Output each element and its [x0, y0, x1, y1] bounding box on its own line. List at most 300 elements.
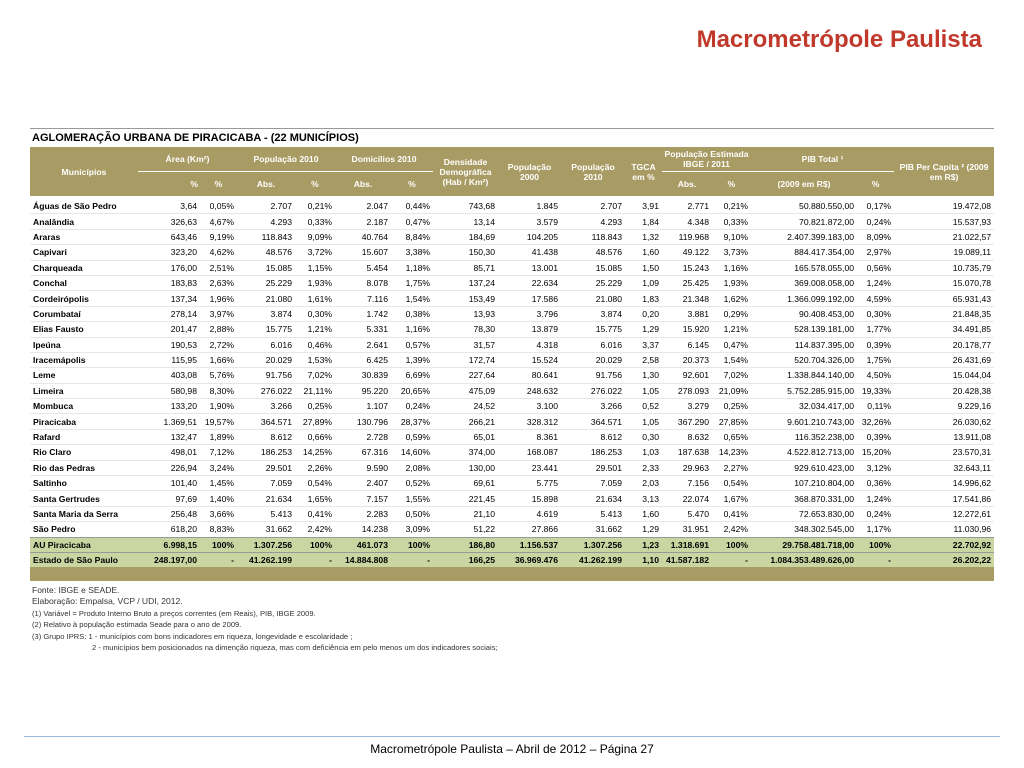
cell-est-pct: 0,33%	[723, 216, 749, 227]
cell-dens: 227,64	[468, 370, 495, 381]
cell-pib-pct: 2,97%	[866, 247, 892, 258]
table-totals	[30, 537, 994, 567]
cell-name: Ipeúna	[33, 339, 61, 350]
cell-p2000: 22.634	[531, 278, 558, 289]
cell-pop-abs: 91.756	[265, 370, 292, 381]
table-header	[30, 147, 994, 196]
cell-area: 248.197,00	[138, 552, 200, 567]
cell-dom-pct: 0,59%	[405, 432, 430, 443]
cell-p2010: 1.307.256	[561, 537, 625, 552]
cell-pc: 14.996,62	[952, 478, 992, 489]
cell-pc: 10.735,79	[952, 262, 992, 273]
note-3b: 2 - municípios bem posicionados na dimenção riqueza, mas com deficiência em pelo menos um dos indicadores sociais;	[92, 643, 498, 653]
cell-pib-pct: 0,24%	[866, 216, 892, 227]
cell-pib-pct: 0,17%	[866, 201, 892, 212]
cell-pc: 26.030,62	[952, 416, 992, 427]
totals-row	[30, 537, 994, 552]
cell-pop-pct: 0,41%	[307, 509, 332, 519]
cell-dom-pct: 0,24%	[405, 401, 430, 412]
cell-pop-abs: 3.266	[270, 401, 292, 412]
cell-p2010: 3.266	[600, 401, 622, 412]
cell-est-abs: 7.156	[687, 478, 709, 489]
cell-area-pct: 1,45%	[209, 478, 234, 489]
table-row	[30, 352, 994, 367]
header-dom-pct: %	[391, 172, 433, 197]
table-row	[30, 337, 994, 352]
cell-area: 256,48	[170, 509, 197, 519]
cell-p2000: 4.318	[536, 339, 558, 350]
cell-pop-abs: 29.501	[265, 462, 292, 473]
cell-area-pct: 8,30%	[209, 385, 234, 396]
cell-pop-pct: 21,11%	[303, 385, 332, 396]
cell-dom-pct: 20,65%	[400, 385, 430, 396]
table-row	[30, 445, 994, 460]
cell-est-pct: 0,29%	[723, 308, 749, 319]
header-pib-per-capita: PIB Per Capita ² (2009 em R$)	[894, 147, 994, 196]
cell-tgca: 1,30	[642, 370, 659, 381]
cell-pop-pct: 100%	[295, 537, 335, 552]
cell-p2010: 29.501	[595, 462, 622, 473]
cell-pc: 19.472,08	[952, 201, 992, 212]
cell-pop-pct: 1,93%	[307, 278, 332, 289]
cell-tgca: 0,20	[642, 308, 659, 319]
table-row	[30, 214, 994, 229]
cell-name: São Pedro	[33, 524, 76, 535]
cell-pc: 65.931,43	[952, 293, 992, 304]
cell-p2010: 3.874	[600, 308, 622, 319]
cell-area-pct: 0,05%	[209, 201, 234, 212]
cell-area: 226,94	[170, 462, 197, 473]
cell-pop-abs: 4.293	[270, 216, 292, 227]
cell-est-abs: 29.963	[682, 462, 709, 473]
cell-dens: 24,52	[473, 401, 495, 412]
table-row	[30, 245, 994, 260]
cell-dom-pct: 0,47%	[405, 216, 430, 227]
cell-pib: 4.522.812.713,00	[787, 447, 855, 458]
cell-pop-pct: 14,25%	[302, 447, 332, 458]
cell-p2000: 17.586	[531, 293, 558, 304]
header-municipios: Municípios	[30, 147, 138, 196]
cell-pc: 17.541,86	[952, 493, 992, 504]
cell-p2010: 276.022	[590, 385, 622, 396]
cell-p2010: 364.571	[590, 416, 622, 427]
table-title: AGLOMERAÇÃO URBANA DE PIRACICABA - (22 MUNICÍPIOS)	[30, 128, 994, 147]
cell-pop-abs: 15.085	[265, 262, 292, 273]
cell-p2000: 4.619	[536, 509, 558, 519]
cell-est-abs: 25.425	[682, 278, 709, 289]
cell-p2000: 13.001	[531, 262, 558, 273]
cell-pib: 929.610.423,00	[794, 462, 855, 473]
cell-tgca: 3,13	[642, 493, 659, 504]
cell-dens: 475,09	[468, 385, 495, 396]
cell-pop-abs: 7.059	[270, 478, 292, 489]
cell-pop-abs: 364.571	[260, 416, 292, 427]
cell-pc: 12.272,61	[952, 509, 992, 519]
cell-pib-pct: 1,24%	[866, 493, 892, 504]
note-fonte: Fonte: IBGE e SEADE.	[32, 584, 120, 595]
cell-est-pct: 7,02%	[723, 370, 749, 381]
cell-pop-abs: 20.029	[265, 355, 292, 366]
header-area-pct-2: %	[200, 172, 237, 197]
cell-pc: 32.643,11	[953, 462, 992, 473]
cell-area: 326,63	[170, 216, 197, 227]
header-area: Área (Km²)	[138, 147, 237, 172]
cell-dom-abs: 30.839	[361, 370, 388, 381]
cell-p2000: 15.898	[531, 493, 558, 504]
cell-tgca: 2,03	[642, 478, 659, 489]
cell-dom-abs: 67.316	[361, 447, 388, 458]
header-densidade: Densidade Demográfica (Hab / Km²)	[433, 147, 498, 196]
note-elaboracao: Elaboração: Empalsa, VCP / UDI, 2012.	[32, 596, 183, 607]
note-3: (3) Grupo IPRS: 1 - municípios com bons indicadores em riqueza, longevidade e escolaridade ;	[32, 631, 353, 641]
cell-pop-abs: 48.576	[265, 247, 292, 258]
cell-name: Leme	[33, 370, 56, 381]
cell-pop-pct: 2,42%	[307, 524, 332, 535]
cell-dom-abs: 14.884.808	[335, 552, 391, 567]
cell-p2000: 15.524	[531, 355, 558, 366]
cell-p2000: 328.312	[526, 416, 558, 427]
cell-dens: 51,22	[473, 524, 495, 535]
cell-p2000: 104.205	[526, 231, 558, 242]
cell-pc: 19.089,11	[953, 247, 992, 258]
cell-area-pct: -	[200, 552, 237, 567]
cell-pop-pct: 1,61%	[307, 293, 332, 304]
cell-pop-abs: 6.016	[270, 339, 292, 350]
cell-dom-pct: 0,52%	[405, 478, 430, 489]
cell-name: Cordeirópolis	[33, 293, 89, 304]
header-domicilios: Domicílios 2010	[335, 147, 433, 172]
cell-pib: 50.880.550,00	[799, 201, 855, 212]
cell-pib: 348.302.545,00	[794, 524, 855, 535]
cell-est-abs: 278.093	[677, 385, 709, 396]
cell-dom-pct: 28,37%	[400, 416, 430, 427]
cell-est-pct: 0,25%	[723, 401, 749, 412]
cell-p2000: 168.087	[526, 447, 558, 458]
table-row	[30, 399, 994, 414]
cell-dom-pct: 0,50%	[405, 509, 430, 519]
cell-area: 6.998,15	[138, 537, 200, 552]
cell-p2000: 1.845	[536, 201, 558, 212]
cell-pop-abs: 31.662	[265, 524, 292, 535]
cell-area: 643,46	[170, 231, 197, 242]
cell-pib-pct: 15,20%	[861, 447, 892, 458]
cell-area: 176,00	[170, 262, 197, 273]
footer-divider	[24, 736, 1000, 737]
table-bottom-bar	[30, 567, 994, 581]
cell-pib: 114.837.395,00	[794, 339, 855, 350]
cell-est-pct: 0,21%	[723, 201, 749, 212]
header-est-abs: Abs.	[662, 172, 712, 197]
cell-name: Elias Fausto	[33, 324, 84, 335]
cell-pib: 72.653.830,00	[799, 509, 855, 519]
cell-pop-abs: 21.634	[265, 493, 292, 504]
cell-area-pct: 1,96%	[209, 293, 234, 304]
cell-name: Analândia	[33, 216, 75, 227]
data-table-container	[30, 128, 994, 654]
cell-name: Rio Claro	[33, 447, 72, 458]
cell-est-abs: 3.279	[687, 401, 709, 412]
cell-est-abs: 1.318.691	[662, 537, 712, 552]
cell-tgca: 2,58	[642, 355, 659, 366]
cell-pc: 21.022,57	[952, 231, 992, 242]
cell-dom-abs: 5.454	[366, 262, 388, 273]
cell-tgca: 0,52	[642, 401, 659, 412]
cell-pib-pct: 1,77%	[866, 324, 892, 335]
table-row	[30, 322, 994, 337]
cell-p2010: 21.080	[595, 293, 622, 304]
cell-dens: 150,30	[468, 247, 495, 258]
cell-area: 133,20	[170, 401, 197, 412]
header-est-pct: %	[712, 172, 751, 197]
cell-p2000: 8.361	[536, 432, 558, 443]
header-pop2010: População 2010	[237, 147, 335, 172]
cell-dom-pct: 8,84%	[405, 231, 430, 242]
header-pop2010b: População 2010	[561, 147, 625, 196]
cell-dom-pct: 2,08%	[405, 462, 430, 473]
cell-dom-abs: 1.742	[366, 308, 388, 319]
cell-dens: 31,57	[473, 339, 495, 350]
cell-name: Mombuca	[33, 401, 74, 412]
cell-dom-abs: 1.107	[366, 401, 388, 412]
cell-dom-pct: 0,38%	[405, 308, 430, 319]
cell-dom-abs: 5.331	[366, 324, 388, 335]
cell-dom-pct: 3,38%	[405, 247, 430, 258]
table-row	[30, 260, 994, 275]
cell-p2000: 36.969.476	[498, 552, 561, 567]
cell-est-abs: 15.243	[682, 262, 709, 273]
header-pop-estimada: População Estimada IBGE / 2011	[662, 147, 751, 172]
cell-dens: 85,71	[473, 262, 495, 273]
cell-area-pct: 1,66%	[209, 355, 234, 366]
cell-dens: 172,74	[468, 355, 495, 366]
cell-est-abs: 5.470	[687, 509, 709, 519]
cell-p2010: 4.293	[600, 216, 622, 227]
cell-pib: 368.870.331,00	[794, 493, 855, 504]
table-row	[30, 491, 994, 506]
cell-pib-pct: 0,39%	[866, 432, 892, 443]
cell-est-pct: 1,93%	[723, 278, 749, 289]
cell-pib-pct: 1,17%	[866, 524, 892, 535]
cell-pop-pct: 0,21%	[307, 201, 332, 212]
cell-tgca: 1,05	[642, 416, 659, 427]
cell-est-abs: 41.587.182	[662, 552, 712, 567]
header-pop2000: População 2000	[498, 147, 561, 196]
cell-pib: 116.352.238,00	[794, 432, 855, 443]
cell-dom-abs: 7.116	[367, 293, 388, 304]
cell-tgca: 1,10	[625, 552, 662, 567]
cell-est-pct: 1,21%	[723, 324, 749, 335]
cell-dom-abs: 14.238	[361, 524, 388, 535]
cell-area: 132,47	[170, 432, 197, 443]
cell-est-pct: 0,65%	[723, 432, 749, 443]
cell-dens: 184,69	[468, 231, 495, 242]
cell-pib: 1.366.099.192,00	[787, 293, 855, 304]
cell-pib: 884.417.354,00	[794, 247, 855, 258]
cell-est-abs: 2.771	[687, 201, 709, 212]
cell-est-abs: 6.145	[687, 339, 709, 350]
cell-name: AU Piracicaba	[30, 537, 138, 552]
cell-pib-pct: 0,24%	[866, 509, 892, 519]
cell-est-abs: 3.881	[687, 308, 709, 319]
cell-pib-pct: 4,50%	[866, 370, 892, 381]
cell-dom-abs: 2.283	[366, 509, 388, 519]
cell-pop-pct: 0,25%	[307, 401, 332, 412]
cell-pop-abs: 21.080	[265, 293, 292, 304]
cell-dens: 137,24	[468, 278, 495, 289]
cell-pib: 528.139.181,00	[794, 324, 855, 335]
cell-dom-pct: 3,09%	[405, 524, 430, 535]
cell-est-abs: 92.601	[682, 370, 709, 381]
cell-dens: 266,21	[468, 416, 495, 427]
cell-dom-pct: 1,39%	[405, 355, 430, 366]
cell-dens: 65,01	[473, 432, 495, 443]
cell-est-pct: 3,73%	[723, 247, 749, 258]
cell-pib-pct: 0,39%	[866, 339, 892, 350]
cell-pc: 15.537,93	[952, 216, 992, 227]
cell-pib-pct: 1,75%	[866, 355, 892, 366]
header-area-pct: %	[138, 172, 200, 197]
cell-p2010: 7.059	[600, 478, 622, 489]
table-notes	[30, 585, 994, 654]
cell-dom-pct: 1,75%	[405, 278, 430, 289]
cell-pop-pct: 1,53%	[307, 355, 332, 366]
cell-dom-pct: 14,60%	[400, 447, 430, 458]
cell-name: Araras	[33, 231, 61, 242]
cell-pc: 23.570,31	[952, 447, 992, 458]
cell-dens: 21,10	[473, 509, 495, 519]
cell-pib-pct: 0,36%	[866, 478, 892, 489]
cell-pib-pct: 100%	[857, 537, 894, 552]
cell-est-abs: 20.373	[682, 355, 709, 366]
cell-name: Águas de São Pedro	[33, 201, 117, 212]
cell-pib-pct: 0,56%	[866, 262, 892, 273]
header-dom-abs: Abs.	[335, 172, 391, 197]
cell-pop-abs: 15.775	[265, 324, 292, 335]
cell-area: 618,20	[170, 524, 197, 535]
cell-pib-pct: 8,09%	[866, 231, 892, 242]
cell-est-abs: 49.122	[682, 247, 709, 258]
cell-pib-pct: 4,59%	[866, 293, 892, 304]
cell-dens: 374,00	[468, 447, 495, 458]
cell-dom-pct: 1,18%	[405, 262, 430, 273]
cell-est-pct: 0,47%	[723, 339, 749, 350]
cell-tgca: 1,83	[642, 293, 659, 304]
cell-pib-pct: 0,30%	[866, 308, 892, 319]
cell-pib: 2.407.399.183,00	[787, 231, 855, 242]
cell-area-pct: 3,24%	[209, 462, 234, 473]
cell-pc: 20.178,77	[952, 339, 992, 350]
cell-est-pct: 1,54%	[723, 355, 749, 366]
cell-tgca: 1,29	[642, 324, 659, 335]
cell-pop-pct: 3,72%	[307, 247, 332, 258]
data-table	[30, 147, 994, 567]
cell-est-abs: 22.074	[682, 493, 709, 504]
header-pib-2009: (2009 em R$)	[751, 172, 857, 197]
cell-tgca: 3,37	[642, 339, 659, 350]
cell-p2010: 5.413	[600, 509, 622, 519]
cell-name: Capivari	[33, 247, 67, 258]
cell-p2000: 13.879	[531, 324, 558, 335]
cell-p2010: 15.775	[595, 324, 622, 335]
cell-name: Rio das Pedras	[33, 462, 96, 473]
cell-pop-pct: 0,54%	[307, 478, 332, 489]
cell-name: Rafard	[33, 432, 61, 443]
cell-dom-abs: 95.220	[361, 385, 388, 396]
cell-dom-pct: 1,54%	[405, 293, 430, 304]
cell-est-abs: 4.348	[687, 216, 709, 227]
cell-area: 137,34	[170, 293, 197, 304]
cell-est-pct: 9,10%	[723, 231, 749, 242]
cell-pop-abs: 186.253	[260, 447, 292, 458]
cell-tgca: 1,60	[642, 247, 659, 258]
cell-area: 3,64	[180, 201, 197, 212]
cell-area: 190,53	[170, 339, 197, 350]
cell-pib: 29.758.481.718,00	[751, 537, 857, 552]
cell-dom-abs: 2.187	[366, 216, 388, 227]
cell-name: Santa Gertrudes	[33, 493, 100, 504]
cell-p2010: 20.029	[595, 355, 622, 366]
cell-est-pct: 1,16%	[723, 262, 749, 273]
cell-dom-abs: 8.078	[366, 278, 388, 289]
cell-dens: 13,93	[473, 308, 495, 319]
cell-tgca: 1,23	[625, 537, 662, 552]
cell-pop-pct: 7,02%	[307, 370, 332, 381]
table-row	[30, 429, 994, 444]
cell-est-pct: 21,09%	[718, 385, 749, 396]
note-1: (1) Variável = Produto Interno Bruto a preços correntes (em Reais), PIB, IBGE 2009.	[32, 608, 316, 618]
cell-name: Limeira	[33, 385, 64, 396]
cell-area-pct: 4,62%	[209, 247, 234, 258]
cell-pc: 21.848,35	[952, 308, 992, 319]
cell-pc: 15.044,04	[952, 370, 992, 381]
cell-p2010: 15.085	[595, 262, 622, 273]
cell-pib: 70.821.872,00	[799, 216, 855, 227]
cell-pib-pct: 1,24%	[866, 278, 892, 289]
cell-area: 183,83	[170, 278, 197, 289]
cell-tgca: 1,84	[642, 216, 659, 227]
cell-area-pct: 1,90%	[209, 401, 234, 412]
cell-pib: 32.034.417,00	[799, 401, 855, 412]
cell-dens: 130,00	[468, 462, 495, 473]
header-pib-pct: %	[857, 172, 894, 197]
cell-p2010: 41.262.199	[561, 552, 625, 567]
cell-area: 201,47	[170, 324, 197, 335]
cell-est-pct: -	[712, 552, 751, 567]
cell-tgca: 1,60	[642, 509, 659, 519]
cell-pc: 22.702,92	[894, 537, 994, 552]
cell-pib-pct: 0,11%	[867, 401, 892, 412]
cell-dom-abs: 130.796	[356, 416, 388, 427]
cell-area-pct: 100%	[200, 537, 237, 552]
cell-name: Conchal	[33, 278, 67, 289]
cell-area-pct: 8,83%	[209, 524, 234, 535]
table-row	[30, 368, 994, 383]
header-pop-abs: Abs.	[237, 172, 295, 197]
cell-est-pct: 0,54%	[723, 478, 749, 489]
cell-pop-pct: 9,09%	[307, 231, 332, 242]
slide-footer: Macrometrópole Paulista – Abril de 2012 – Página 27	[370, 742, 654, 756]
cell-p2010: 2.707	[600, 201, 622, 212]
cell-pop-pct: 0,30%	[307, 308, 332, 319]
cell-tgca: 1,05	[642, 385, 659, 396]
cell-pib-pct: 3,12%	[866, 462, 892, 473]
cell-pib-pct: 32,26%	[861, 416, 892, 427]
cell-p2010: 21.634	[595, 493, 622, 504]
cell-area-pct: 2,88%	[209, 324, 234, 335]
cell-area: 403,08	[170, 370, 197, 381]
cell-est-pct: 2,42%	[723, 524, 749, 535]
cell-dom-pct: 100%	[391, 537, 433, 552]
